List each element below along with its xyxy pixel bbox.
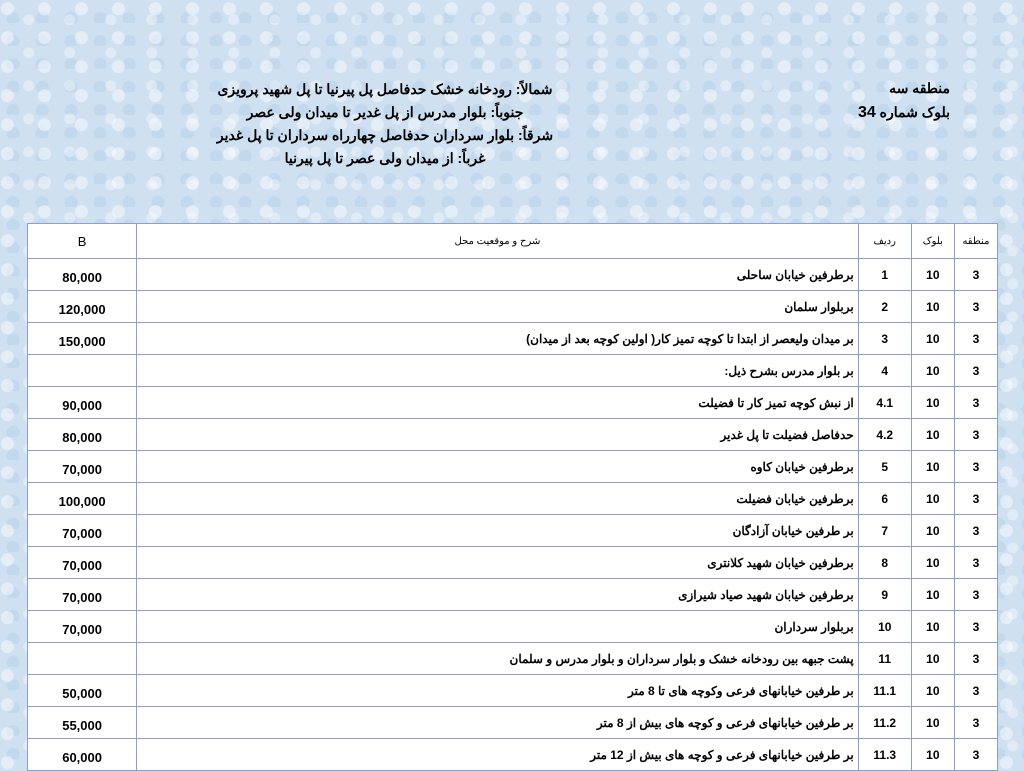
price-cell — [28, 643, 137, 675]
row-number-cell: 10 — [858, 611, 911, 643]
price-cell: 70,000 — [28, 547, 137, 579]
block-number: 34 — [857, 104, 876, 121]
table-row — [28, 707, 998, 739]
block-cell: 10 — [911, 291, 954, 323]
west-boundary: غرباً: از میدان ولی عصر تا پل پیرنیا — [284, 150, 486, 166]
price-cell: 80,000 — [28, 419, 137, 451]
row-number-cell: 11.1 — [858, 675, 911, 707]
row-number-cell: 4.1 — [858, 387, 911, 419]
region-cell: 3 — [954, 739, 997, 771]
table-row — [28, 643, 998, 675]
column-header-price: B — [28, 224, 137, 259]
region-cell: 3 — [954, 611, 997, 643]
description-cell: برطرفین خیابان شهید کلانتری — [137, 547, 858, 579]
description-cell: بر میدان ولیعصر از ابتدا تا کوچه تمیز کار( اولین کوچه بعد از میدان) — [137, 323, 858, 355]
table-row — [28, 483, 998, 515]
region-cell: 3 — [954, 547, 997, 579]
region-cell: 3 — [954, 355, 997, 387]
description-cell: بربلوار سرداران — [137, 611, 858, 643]
north-boundary: شمالاً: رودخانه خشک حدفاصل پل پیرنیا تا پل شهید پرویزی — [217, 81, 553, 97]
table-row — [28, 259, 998, 291]
table-row — [28, 291, 998, 323]
column-header-row: ردیف — [858, 224, 911, 259]
price-cell: 80,000 — [28, 259, 137, 291]
region-cell: 3 — [954, 291, 997, 323]
row-number-cell: 11.2 — [858, 707, 911, 739]
description-cell: برطرفین خیابان ساحلی — [137, 259, 858, 291]
block-cell: 10 — [911, 515, 954, 547]
row-number-cell: 5 — [858, 451, 911, 483]
table-row — [28, 323, 998, 355]
row-number-cell: 7 — [858, 515, 911, 547]
region-cell: 3 — [954, 675, 997, 707]
description-cell: از نبش کوچه تمیز کار تا فضیلت — [137, 387, 858, 419]
block-cell: 10 — [911, 323, 954, 355]
table-row — [28, 387, 998, 419]
row-number-cell: 11.3 — [858, 739, 911, 771]
table-row — [28, 547, 998, 579]
price-cell: 70,000 — [28, 515, 137, 547]
block-cell: 10 — [911, 643, 954, 675]
table-row — [28, 611, 998, 643]
description-cell: پشت جبهه بین رودخانه خشک و بلوار سرداران و بلوار مدرس و سلمان — [137, 643, 858, 675]
table-row — [28, 515, 998, 547]
price-cell: 50,000 — [28, 675, 137, 707]
price-cell: 150,000 — [28, 323, 137, 355]
description-cell: برطرفین خیابان شهید صیاد شیرازی — [137, 579, 858, 611]
row-number-cell: 9 — [858, 579, 911, 611]
price-cell: 60,000 — [28, 739, 137, 771]
row-number-cell: 1 — [858, 259, 911, 291]
block-cell: 10 — [911, 451, 954, 483]
block-cell: 10 — [911, 547, 954, 579]
price-cell — [28, 355, 137, 387]
block-cell: 10 — [911, 387, 954, 419]
row-number-cell: 4.2 — [858, 419, 911, 451]
region-cell: 3 — [954, 643, 997, 675]
description-cell: بر طرفین خیابانهای فرعی و کوچه های بیش از 12 متر — [137, 739, 858, 771]
block-cell: 10 — [911, 675, 954, 707]
block-cell: 10 — [911, 707, 954, 739]
row-number-cell: 11 — [858, 643, 911, 675]
price-cell: 120,000 — [28, 291, 137, 323]
block-cell: 10 — [911, 419, 954, 451]
row-number-cell: 6 — [858, 483, 911, 515]
price-cell: 90,000 — [28, 387, 137, 419]
description-cell: برطرفین خیابان فضیلت — [137, 483, 858, 515]
table-row — [28, 419, 998, 451]
row-number-cell: 4 — [858, 355, 911, 387]
table-body — [28, 259, 998, 771]
region-cell: 3 — [954, 259, 997, 291]
table-header-row — [28, 224, 998, 259]
region-title: منطقه سه — [889, 80, 950, 96]
region-cell: 3 — [954, 387, 997, 419]
block-label: بلوک شماره — [879, 104, 950, 120]
price-cell: 70,000 — [28, 611, 137, 643]
description-cell: بر طرفین خیابانهای فرعی وکوچه های تا 8 متر — [137, 675, 858, 707]
region-cell: 3 — [954, 515, 997, 547]
price-cell: 100,000 — [28, 483, 137, 515]
price-cell: 70,000 — [28, 579, 137, 611]
region-cell: 3 — [954, 707, 997, 739]
block-cell: 10 — [911, 483, 954, 515]
description-cell: برطرفین خیابان کاوه — [137, 451, 858, 483]
table-row — [28, 355, 998, 387]
table-row — [28, 739, 998, 771]
column-header-region: منطقه — [954, 224, 997, 259]
region-cell: 3 — [954, 419, 997, 451]
column-header-description: شرح و موقعیت محل — [137, 224, 858, 259]
region-cell: 3 — [954, 579, 997, 611]
description-cell: بر بلوار مدرس بشرح ذیل: — [137, 355, 858, 387]
price-table — [27, 223, 998, 771]
column-header-block: بلوک — [911, 224, 954, 259]
price-cell: 70,000 — [28, 451, 137, 483]
block-title — [780, 100, 950, 125]
block-cell: 10 — [911, 739, 954, 771]
row-number-cell: 2 — [858, 291, 911, 323]
table-row — [28, 579, 998, 611]
price-cell: 55,000 — [28, 707, 137, 739]
block-cell: 10 — [911, 579, 954, 611]
region-block-info — [780, 76, 950, 125]
block-cell: 10 — [911, 611, 954, 643]
block-cell: 10 — [911, 259, 954, 291]
description-cell: بر طرفین خیابان آزادگان — [137, 515, 858, 547]
description-cell: حدفاصل فضیلت تا پل غدیر — [137, 419, 858, 451]
row-number-cell: 3 — [858, 323, 911, 355]
region-cell: 3 — [954, 483, 997, 515]
boundaries-description — [160, 78, 610, 170]
description-cell: بربلوار سلمان — [137, 291, 858, 323]
block-cell: 10 — [911, 355, 954, 387]
south-boundary: جنوباً: بلوار مدرس از پل غدیر تا میدان ولی عصر — [246, 104, 524, 120]
table-row — [28, 451, 998, 483]
region-cell: 3 — [954, 451, 997, 483]
region-cell: 3 — [954, 323, 997, 355]
east-boundary: شرقاً: بلوار سرداران حدفاصل چهارراه سرداران تا پل غدیر — [216, 127, 554, 143]
table-row — [28, 675, 998, 707]
row-number-cell: 8 — [858, 547, 911, 579]
description-cell: بر طرفین خیابانهای فرعی و کوچه های بیش از 8 متر — [137, 707, 858, 739]
